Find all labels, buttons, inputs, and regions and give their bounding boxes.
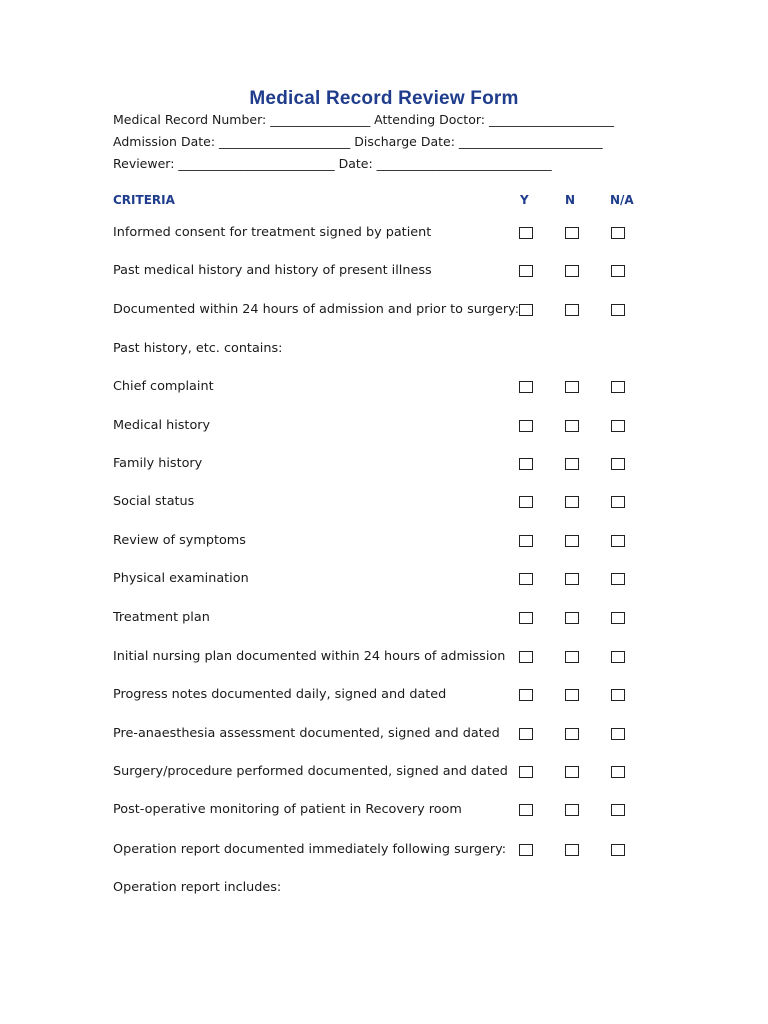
no-checkbox[interactable] — [565, 844, 579, 856]
criteria-header: CRITERIA — [113, 193, 175, 207]
na-checkbox[interactable] — [611, 689, 625, 701]
no-checkbox[interactable] — [565, 573, 579, 585]
na-checkbox[interactable] — [611, 728, 625, 740]
no-checkbox[interactable] — [565, 612, 579, 624]
form-title: Medical Record Review Form — [249, 88, 519, 109]
na-checkbox[interactable] — [611, 265, 625, 277]
criteria-row-label: Past history, etc. contains: — [113, 341, 283, 356]
no-checkbox[interactable] — [565, 689, 579, 701]
yes-checkbox[interactable] — [519, 381, 533, 393]
no-checkbox[interactable] — [565, 458, 579, 470]
criteria-row-label: Chief complaint — [113, 379, 214, 394]
criteria-row-label: Documented within 24 hours of admission and prior to surgery: — [113, 302, 520, 317]
record-number-doctor-line[interactable]: Medical Record Number: ________________ Attending Doctor: ____________________ — [113, 112, 614, 127]
yes-checkbox[interactable] — [519, 844, 533, 856]
yes-checkbox[interactable] — [519, 304, 533, 316]
na-column-header: N/A — [610, 193, 634, 207]
yes-checkbox[interactable] — [519, 728, 533, 740]
no-column-header: N — [565, 193, 576, 207]
na-checkbox[interactable] — [611, 573, 625, 585]
criteria-row-label: Informed consent for treatment signed by patient — [113, 225, 432, 240]
no-checkbox[interactable] — [565, 420, 579, 432]
no-checkbox[interactable] — [565, 535, 579, 547]
criteria-row-label: Progress notes documented daily, signed and dated — [113, 687, 447, 702]
yes-checkbox[interactable] — [519, 804, 533, 816]
no-checkbox[interactable] — [565, 804, 579, 816]
yes-checkbox[interactable] — [519, 227, 533, 239]
yes-checkbox[interactable] — [519, 458, 533, 470]
no-checkbox[interactable] — [565, 728, 579, 740]
criteria-row-label: Pre-anaesthesia assessment documented, signed and dated — [113, 726, 500, 741]
na-checkbox[interactable] — [611, 496, 625, 508]
yes-column-header: Y — [520, 193, 529, 207]
na-checkbox[interactable] — [611, 844, 625, 856]
criteria-row-label: Family history — [113, 456, 203, 471]
yes-checkbox[interactable] — [519, 766, 533, 778]
yes-checkbox[interactable] — [519, 689, 533, 701]
criteria-row-label: Social status — [113, 494, 195, 509]
na-checkbox[interactable] — [611, 458, 625, 470]
criteria-row-label: Past medical history and history of present illness — [113, 263, 432, 278]
yes-checkbox[interactable] — [519, 265, 533, 277]
no-checkbox[interactable] — [565, 304, 579, 316]
yes-checkbox[interactable] — [519, 651, 533, 663]
na-checkbox[interactable] — [611, 227, 625, 239]
criteria-row-label: Medical history — [113, 418, 211, 433]
yes-checkbox[interactable] — [519, 420, 533, 432]
no-checkbox[interactable] — [565, 227, 579, 239]
no-checkbox[interactable] — [565, 496, 579, 508]
criteria-row-label: Surgery/procedure performed documented, signed and dated — [113, 764, 508, 779]
yes-checkbox[interactable] — [519, 573, 533, 585]
criteria-row-label: Review of symptoms — [113, 533, 246, 548]
criteria-row-label: Operation report documented immediately following surgery: — [113, 842, 507, 857]
yes-checkbox[interactable] — [519, 535, 533, 547]
reviewer-date-line[interactable]: Reviewer: _________________________ Date: ____________________________ — [113, 156, 552, 171]
na-checkbox[interactable] — [611, 612, 625, 624]
criteria-row-label: Physical examination — [113, 571, 249, 586]
yes-checkbox[interactable] — [519, 496, 533, 508]
no-checkbox[interactable] — [565, 265, 579, 277]
criteria-row-label: Initial nursing plan documented within 24 hours of admission — [113, 649, 506, 664]
yes-checkbox[interactable] — [519, 612, 533, 624]
na-checkbox[interactable] — [611, 304, 625, 316]
no-checkbox[interactable] — [565, 766, 579, 778]
na-checkbox[interactable] — [611, 381, 625, 393]
na-checkbox[interactable] — [611, 804, 625, 816]
no-checkbox[interactable] — [565, 651, 579, 663]
na-checkbox[interactable] — [611, 535, 625, 547]
criteria-row-label: Post-operative monitoring of patient in Recovery room — [113, 802, 462, 817]
na-checkbox[interactable] — [611, 766, 625, 778]
criteria-row-label: Treatment plan — [113, 610, 210, 625]
na-checkbox[interactable] — [611, 420, 625, 432]
criteria-row-label: Operation report includes: — [113, 880, 282, 895]
admission-discharge-line[interactable]: Admission Date: _____________________ Discharge Date: _______________________ — [113, 134, 603, 149]
na-checkbox[interactable] — [611, 651, 625, 663]
no-checkbox[interactable] — [565, 381, 579, 393]
